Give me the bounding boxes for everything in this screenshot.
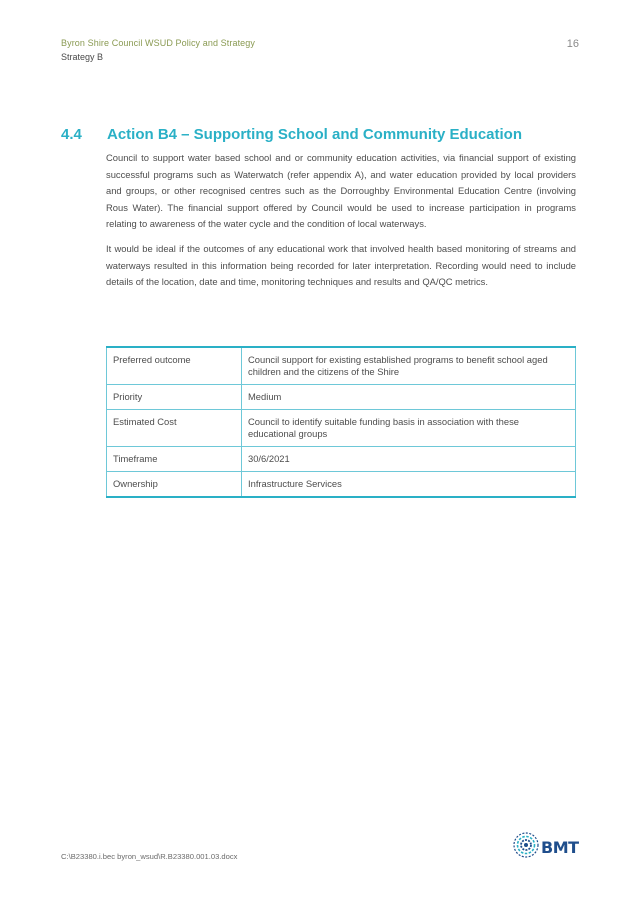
section-number: 4.4 (61, 126, 82, 143)
table-row-label: Priority (107, 385, 242, 410)
table-row (107, 472, 576, 498)
table-row-label: Preferred outcome (107, 347, 242, 385)
document-subtitle: Strategy B (61, 52, 104, 62)
body-paragraph: Council to support water based school and or community education activities, via financial support of existing successful programs such as Waterwatch (refer appendix A), and water education provided by local providers and groups, or other recognised centres such as the Dorroughby Environmental Education Centre (involving Rous Water). The financial support offered by Council would be used to increase participation in programs relating to awareness of the water cycle and the condition of local waterways. (106, 152, 576, 230)
table-row-value: Council support for existing established programs to benefit school aged children and the citizens of the Shire (242, 347, 576, 385)
table-row-label: Estimated Cost (107, 410, 242, 447)
page-number: 16 (566, 38, 579, 50)
table-row-label: Timeframe (107, 447, 242, 472)
document-title: Byron Shire Council WSUD Policy and Strategy (61, 38, 255, 48)
table-row (107, 347, 576, 385)
section-heading (61, 126, 581, 143)
table-row-value: 30/6/2021 (242, 447, 576, 472)
bmt-logo (513, 832, 579, 863)
table-row-value: Council to identify suitable funding basis in association with these educational groups (242, 410, 576, 447)
table-row (107, 385, 576, 410)
table-row (107, 447, 576, 472)
section-title: Action B4 – Supporting School and Community Education (107, 126, 523, 143)
bmt-logo-text: BMT (541, 838, 579, 857)
table-row-value: Infrastructure Services (242, 472, 576, 498)
page-header (61, 38, 579, 62)
footer-file-path: C:\B23380.i.bec byron_wsud\R.B23380.001.03.docx (61, 852, 238, 861)
table-row (107, 410, 576, 447)
table-row-label: Ownership (107, 472, 242, 498)
action-summary-table (106, 346, 576, 498)
body-paragraph: It would be ideal if the outcomes of any educational work that involved health based monitoring of streams and waterways resulted in this information being recorded for later interpretation. Recording would need to include details of the location, date and time, monitoring techniques and results and QA/QC metrics. (106, 242, 576, 288)
table-row-value: Medium (242, 385, 576, 410)
section-body (106, 150, 576, 299)
bmt-globe-icon (513, 832, 539, 863)
